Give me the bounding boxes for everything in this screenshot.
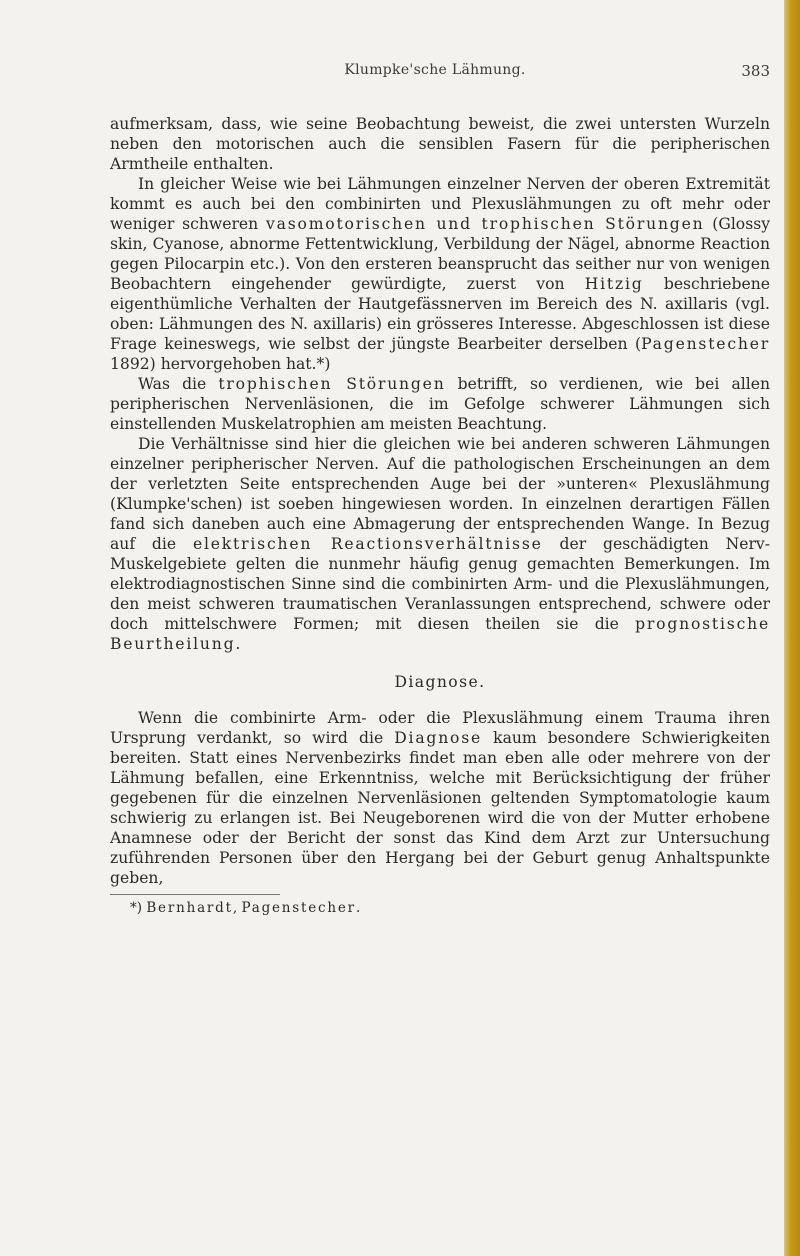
paragraph-3 [110,374,770,434]
text-run: aufmerksam, dass, wie seine Beobachtung beweist, die zwei untersten Wurzeln neben den motorischen auch die sensiblen Fasern für die peripherischen Armtheile enthalten. [110,115,770,173]
paragraph-4 [110,434,770,654]
text-run: In gleicher Weise wie bei Lähmungen einzelner Nerven der oberen Extremität kommt es auch bei den combinirten und Plexuslähmungen zu oft mehr oder weniger schweren [110,175,770,233]
text-run: Wenn die combinirte Arm- oder die Plexuslähmung einem Trauma ihren Ursprung verdankt, so wird die [110,709,770,747]
page-header [100,62,770,86]
emphasis-text: trophischen Störungen [218,375,446,393]
paragraph-1 [110,114,770,174]
paragraph-2 [110,174,770,374]
section-heading: Diagnose. [394,673,486,691]
text-run: , [232,900,242,916]
text-run: . [235,635,241,653]
emphasis-text: elektrischen Reactionsverhältnisse [192,535,543,553]
text-run: Was die [138,375,219,393]
text-run: der geschädigten Nerv-Muskelgebiete gelten die nunmehr häufig genug gemachten Bemerkungen. Im elektrodiagnostischen Sinne sind die combinirten Arm- und die Plexuslähmungen, den meist schweren traumatischen Veranlassungen entsprechend, schwere oder doch mittelschwere Formen; mit diesen theilen sie die [110,535,770,633]
text-run: Die Verhältnisse sind hier die gleichen wie bei anderen schweren Lähmungen einzelner peripherischer Nerven. Auf die pathologischen Erscheinungen an dem der verletzten Seite entsprechenden Auge bei der »unteren« Plexuslähmung (Klumpke'schen) ist soeben hingewiesen worden. In einzelnen derartigen Fällen fand sich daneben auch eine Abmagerung der entsprechenden Wange. In Bezug auf die [110,435,770,553]
footnote-marker: *) [130,900,147,916]
text-run: kaum besondere Schwierigkeiten bereiten. Statt eines Nervenbezirks findet man eben alle oder mehrere von der Lähmung befallen, eine Erkenntniss, welche mit Berücksichtigung der früher gegebenen für die einzelnen Nervenläsionen geltenden Symptomatologie kaum schwierig zu erlangen ist. Bei Neugeborenen wird die von der Mutter erhobene Anamnese oder der Bericht der sonst das Kind dem Arzt zur Untersuchung zuführenden Personen über den Hergang bei der Geburt genug Anhaltspunkte geben, [110,729,771,887]
emphasis-text: Diagnose [394,729,483,747]
text-run: (Glossy skin, Cyanose, abnorme Fettentwicklung, Verbildung der Nägel, abnorme Reaction gegen Pilocarpin etc.). Von den ersteren beansprucht das seither nur von wenigen Beobachtern eingehender gewürdigte, zuerst von [110,215,771,293]
paragraph-5 [110,708,770,888]
footnote-rule [110,894,280,895]
page-number: 383 [741,62,770,80]
author-name: Pagenstecher [641,335,770,353]
emphasis-text: vasomotorischen und trophischen Störungen [266,215,705,233]
text-run: beschriebene eigenthümliche Verhalten der Hautgefässnerven im Bereich des N. axillaris (vgl. oben: Lähmungen des N. axillaris) ein grösseres Interesse. Abgeschlossen ist diese Frage keineswegs, wie selbst der jüngste Bearbeiter derselben ( [110,275,770,353]
author-name: Hitzig [584,275,644,293]
page-edge [784,0,800,1256]
page-body [110,114,770,917]
running-head: Klumpke'sche Lähmung. [344,62,526,78]
text-run: 1892) hervorgehoben hat.*) [110,355,331,373]
emphasis-text: prognostische Beurtheilung [110,615,770,653]
author-name: Pagenstecher [241,900,356,916]
text-run: . [355,900,361,916]
author-name: Bernhardt [146,900,233,916]
text-run: betrifft, so verdienen, wie bei allen peripherischen Nervenläsionen, die im Gefolge schwerer Lähmungen sich einstellenden Muskelatrophien am meisten Beachtung. [110,375,770,433]
footnote [110,899,770,917]
